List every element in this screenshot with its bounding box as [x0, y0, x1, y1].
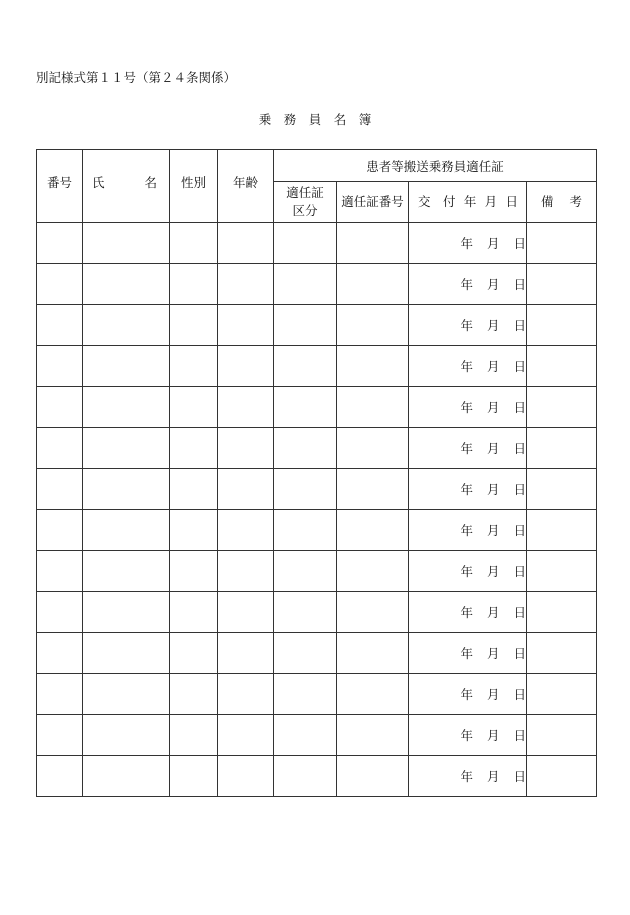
table-row — [37, 674, 597, 715]
cell-sex[interactable] — [170, 305, 218, 346]
date-unit-label: 年 — [460, 482, 473, 497]
cell-cert-class[interactable] — [274, 510, 337, 551]
date-unit-label: 年 — [460, 523, 473, 538]
cell-name[interactable] — [83, 223, 170, 264]
date-unit-label: 日 — [513, 318, 526, 333]
cell-sex[interactable] — [170, 428, 218, 469]
cell-cert-number[interactable] — [337, 264, 409, 305]
header-number: 番号 — [37, 150, 83, 223]
header-cert-class: 適任証 区分 — [274, 182, 337, 223]
date-unit-label: 月 — [486, 236, 500, 251]
crew-roster-table — [36, 149, 597, 797]
cell-sex[interactable] — [170, 674, 218, 715]
cell-number[interactable] — [37, 387, 83, 428]
date-unit-label: 日 — [513, 523, 526, 538]
date-unit-label: 年 — [460, 728, 473, 743]
date-unit-label: 日 — [513, 236, 526, 251]
cell-cert-class[interactable] — [274, 592, 337, 633]
cell-age[interactable] — [218, 551, 274, 592]
cell-age[interactable] — [218, 592, 274, 633]
cell-cert-number[interactable] — [337, 305, 409, 346]
header-issue-date — [409, 182, 527, 223]
cell-remarks[interactable] — [527, 756, 597, 797]
date-unit-label: 年 — [460, 359, 473, 374]
cell-age[interactable] — [218, 633, 274, 674]
cell-remarks[interactable] — [527, 674, 597, 715]
cell-issue-date[interactable] — [409, 264, 527, 305]
cell-name[interactable] — [83, 633, 170, 674]
table-row — [37, 305, 597, 346]
cell-age[interactable] — [218, 346, 274, 387]
cell-issue-date[interactable] — [409, 592, 527, 633]
cell-sex[interactable] — [170, 592, 218, 633]
cell-number[interactable] — [37, 264, 83, 305]
roster-body — [37, 223, 597, 797]
cell-remarks[interactable] — [527, 223, 597, 264]
document-title: 乗 務 員 名 簿 — [258, 112, 372, 127]
table-row — [37, 510, 597, 551]
cell-issue-date[interactable] — [409, 633, 527, 674]
cell-name[interactable] — [83, 510, 170, 551]
date-unit-label: 日 — [513, 687, 526, 702]
cell-cert-number[interactable] — [337, 387, 409, 428]
cell-cert-class[interactable] — [274, 346, 337, 387]
date-unit-label: 月 — [486, 605, 500, 620]
header-date-unit: 月 — [484, 194, 498, 209]
cell-name[interactable] — [83, 387, 170, 428]
table-row — [37, 469, 597, 510]
cell-number[interactable] — [37, 674, 83, 715]
date-unit-label: 日 — [513, 769, 526, 784]
form-number: 別記様式第１１号（第２４条関係） — [36, 70, 237, 85]
cell-age[interactable] — [218, 428, 274, 469]
cell-number[interactable] — [37, 756, 83, 797]
date-unit-label: 月 — [486, 687, 500, 702]
cell-age[interactable] — [218, 223, 274, 264]
cell-cert-number[interactable] — [337, 551, 409, 592]
cell-number[interactable] — [37, 223, 83, 264]
cell-cert-number[interactable] — [337, 756, 409, 797]
cell-number[interactable] — [37, 715, 83, 756]
cell-number[interactable] — [37, 428, 83, 469]
date-unit-label: 年 — [460, 318, 473, 333]
cell-cert-number[interactable] — [337, 469, 409, 510]
cell-sex[interactable] — [170, 715, 218, 756]
table-row — [37, 428, 597, 469]
date-unit-label: 月 — [486, 482, 500, 497]
cell-sex[interactable] — [170, 264, 218, 305]
cell-remarks[interactable] — [527, 428, 597, 469]
cell-cert-number[interactable] — [337, 592, 409, 633]
cell-number[interactable] — [37, 346, 83, 387]
table-row — [37, 715, 597, 756]
cell-age[interactable] — [218, 387, 274, 428]
table-row — [37, 756, 597, 797]
table-row — [37, 551, 597, 592]
table-row — [37, 592, 597, 633]
date-unit-label: 年 — [460, 236, 473, 251]
cell-issue-date[interactable] — [409, 428, 527, 469]
cell-remarks[interactable] — [527, 715, 597, 756]
cell-issue-date[interactable] — [409, 223, 527, 264]
cell-age[interactable] — [218, 469, 274, 510]
date-unit-label: 月 — [486, 728, 500, 743]
header-date-unit: 年 — [463, 194, 477, 209]
header-remarks-char: 備 — [541, 194, 554, 209]
cell-cert-class[interactable] — [274, 674, 337, 715]
cell-sex[interactable] — [170, 551, 218, 592]
cell-name[interactable] — [83, 592, 170, 633]
cell-remarks[interactable] — [527, 305, 597, 346]
date-unit-label: 月 — [486, 769, 500, 784]
cell-name[interactable] — [83, 264, 170, 305]
header-name-char: 名 — [144, 175, 157, 190]
cell-cert-class[interactable] — [274, 633, 337, 674]
date-unit-label: 月 — [486, 359, 500, 374]
cell-number[interactable] — [37, 510, 83, 551]
header-name — [83, 150, 170, 223]
cell-number[interactable] — [37, 551, 83, 592]
header-age: 年齢 — [218, 150, 274, 223]
cell-issue-date[interactable] — [409, 510, 527, 551]
cell-remarks[interactable] — [527, 551, 597, 592]
date-unit-label: 年 — [460, 605, 473, 620]
cell-cert-class[interactable] — [274, 551, 337, 592]
date-unit-label: 月 — [486, 523, 500, 538]
date-unit-label: 日 — [513, 605, 526, 620]
cell-name[interactable] — [83, 674, 170, 715]
header-remarks-char: 考 — [569, 194, 583, 209]
header-issue-label: 交 付 — [418, 194, 456, 209]
cell-remarks[interactable] — [527, 633, 597, 674]
cell-cert-class[interactable] — [274, 387, 337, 428]
table-row — [37, 633, 597, 674]
cell-age[interactable] — [218, 674, 274, 715]
cell-cert-class[interactable] — [274, 428, 337, 469]
cell-remarks[interactable] — [527, 510, 597, 551]
cell-cert-class[interactable] — [274, 756, 337, 797]
cell-cert-number[interactable] — [337, 428, 409, 469]
cell-name[interactable] — [83, 428, 170, 469]
date-unit-label: 月 — [486, 646, 500, 661]
cell-sex[interactable] — [170, 469, 218, 510]
cell-issue-date[interactable] — [409, 387, 527, 428]
cell-issue-date[interactable] — [409, 469, 527, 510]
cell-cert-number[interactable] — [337, 715, 409, 756]
table-row — [37, 223, 597, 264]
date-unit-label: 日 — [513, 564, 526, 579]
cell-age[interactable] — [218, 264, 274, 305]
cell-remarks[interactable] — [527, 469, 597, 510]
cell-cert-number[interactable] — [337, 633, 409, 674]
cell-issue-date[interactable] — [409, 551, 527, 592]
cell-sex[interactable] — [170, 346, 218, 387]
table-row — [37, 264, 597, 305]
date-unit-label: 年 — [460, 441, 473, 456]
cell-issue-date[interactable] — [409, 715, 527, 756]
cell-sex[interactable] — [170, 756, 218, 797]
table-row — [37, 387, 597, 428]
cell-cert-number[interactable] — [337, 510, 409, 551]
cell-name[interactable] — [83, 305, 170, 346]
cell-number[interactable] — [37, 469, 83, 510]
cell-number[interactable] — [37, 305, 83, 346]
cell-name[interactable] — [83, 756, 170, 797]
header-remarks — [527, 182, 597, 223]
cell-remarks[interactable] — [527, 387, 597, 428]
cell-name[interactable] — [83, 715, 170, 756]
cell-remarks[interactable] — [527, 264, 597, 305]
cell-age[interactable] — [218, 715, 274, 756]
cell-sex[interactable] — [170, 223, 218, 264]
cell-name[interactable] — [83, 469, 170, 510]
date-unit-label: 日 — [513, 482, 526, 497]
cell-number[interactable] — [37, 633, 83, 674]
date-unit-label: 年 — [460, 400, 473, 415]
cell-remarks[interactable] — [527, 592, 597, 633]
date-unit-label: 年 — [460, 687, 473, 702]
date-unit-label: 月 — [486, 441, 500, 456]
cell-cert-class[interactable] — [274, 469, 337, 510]
cell-remarks[interactable] — [527, 346, 597, 387]
header-certificate-group: 患者等搬送乗務員適任証 — [274, 150, 597, 182]
date-unit-label: 日 — [513, 400, 526, 415]
cell-sex[interactable] — [170, 633, 218, 674]
cell-age[interactable] — [218, 756, 274, 797]
date-unit-label: 年 — [460, 564, 473, 579]
date-unit-label: 年 — [460, 277, 473, 292]
date-unit-label: 月 — [486, 400, 500, 415]
cell-cert-class[interactable] — [274, 305, 337, 346]
cell-cert-class[interactable] — [274, 715, 337, 756]
cell-cert-number[interactable] — [337, 223, 409, 264]
cell-age[interactable] — [218, 510, 274, 551]
date-unit-label: 日 — [513, 441, 526, 456]
header-name-char: 氏 — [92, 175, 105, 190]
table-row — [37, 346, 597, 387]
date-unit-label: 日 — [513, 277, 526, 292]
cell-issue-date[interactable] — [409, 756, 527, 797]
date-unit-label: 年 — [460, 646, 473, 661]
cell-sex[interactable] — [170, 510, 218, 551]
cell-name[interactable] — [83, 551, 170, 592]
cell-cert-class[interactable] — [274, 223, 337, 264]
cell-cert-number[interactable] — [337, 346, 409, 387]
cell-cert-class[interactable] — [274, 264, 337, 305]
cell-name[interactable] — [83, 346, 170, 387]
cell-issue-date[interactable] — [409, 674, 527, 715]
date-unit-label: 年 — [460, 769, 473, 784]
cell-age[interactable] — [218, 305, 274, 346]
date-unit-label: 月 — [486, 564, 500, 579]
cell-cert-number[interactable] — [337, 674, 409, 715]
date-unit-label: 日 — [513, 359, 526, 374]
cell-issue-date[interactable] — [409, 346, 527, 387]
date-unit-label: 日 — [513, 646, 526, 661]
cell-sex[interactable] — [170, 387, 218, 428]
date-unit-label: 日 — [513, 728, 526, 743]
header-sex: 性別 — [170, 150, 218, 223]
cell-number[interactable] — [37, 592, 83, 633]
cell-issue-date[interactable] — [409, 305, 527, 346]
header-date-unit: 日 — [505, 194, 518, 209]
date-unit-label: 月 — [486, 318, 500, 333]
header-cert-number: 適任証番号 — [337, 182, 409, 223]
date-unit-label: 月 — [486, 277, 500, 292]
